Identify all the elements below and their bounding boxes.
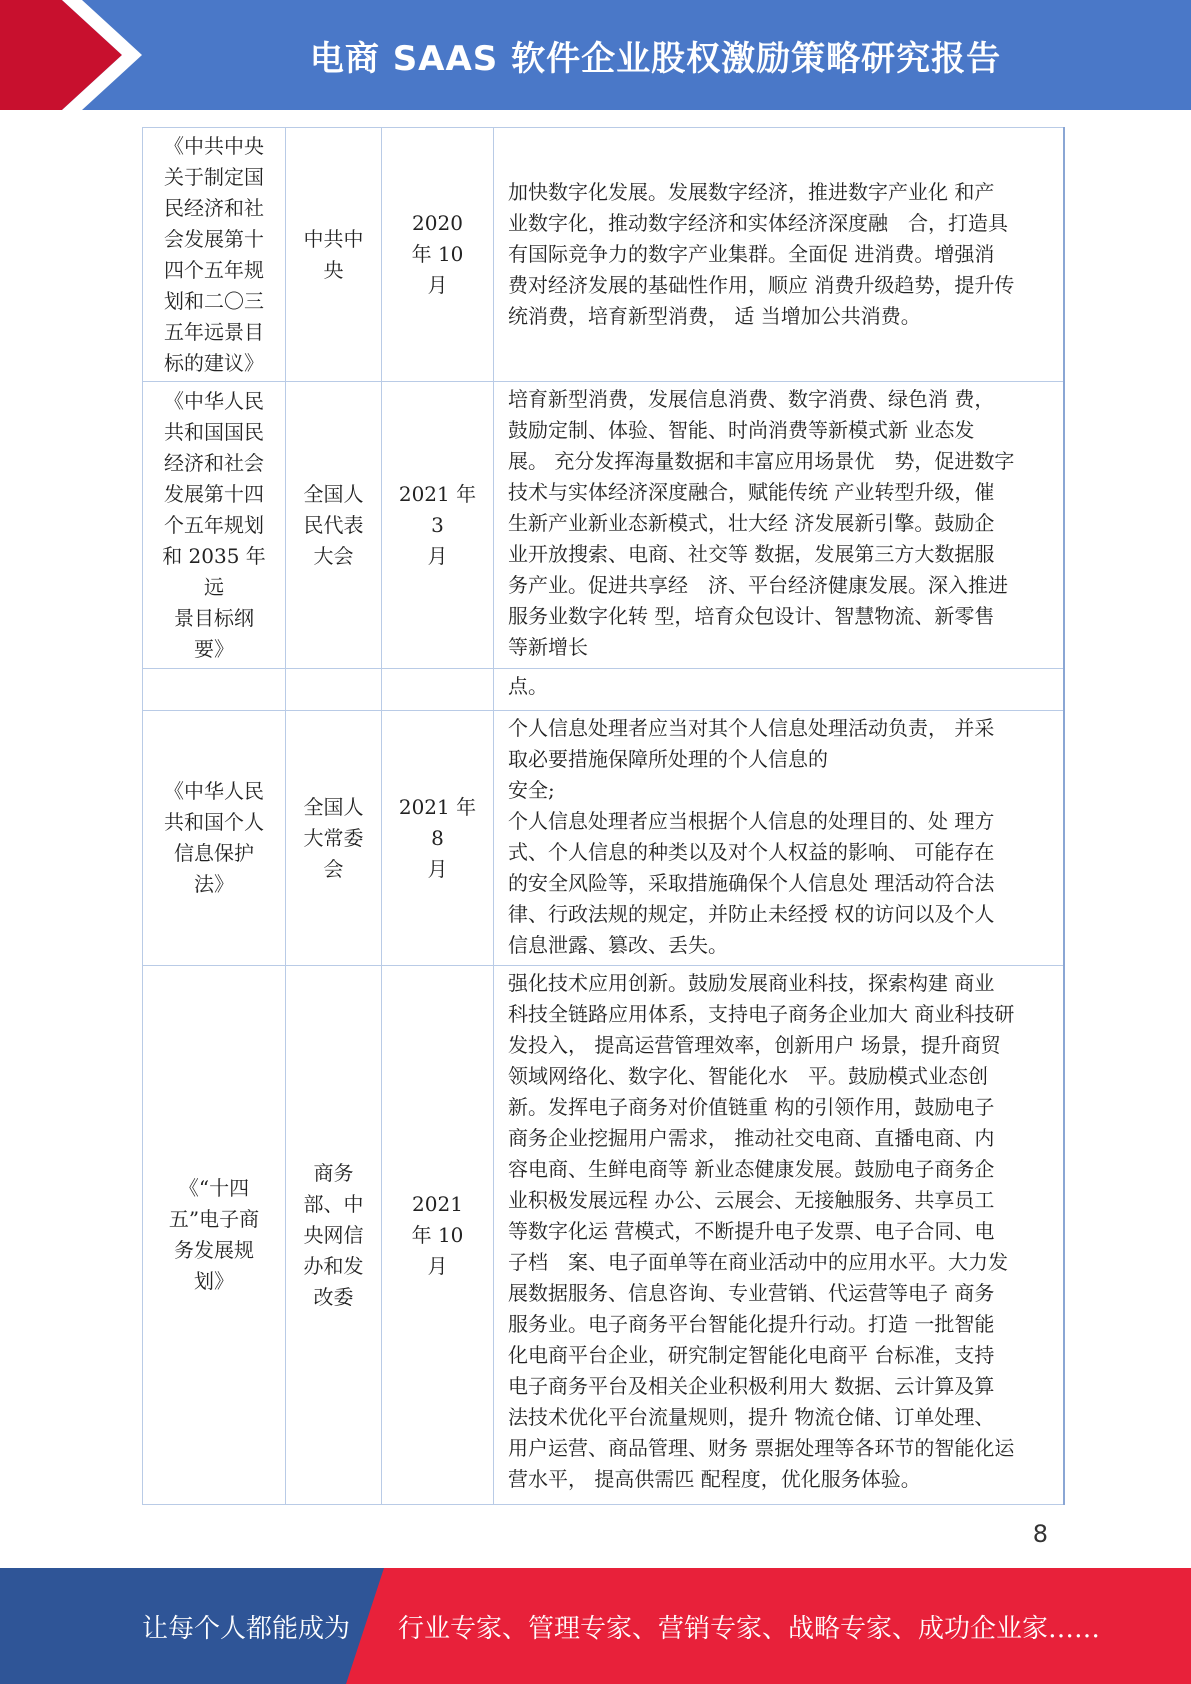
cell-text-line: 商务 xyxy=(313,1160,354,1185)
cell-text-line: 等数字化运 营模式，不断提升电子发票、电子合同、电 xyxy=(508,1219,995,1243)
table-row xyxy=(143,669,1064,711)
cell-text-line: 划》 xyxy=(194,1269,234,1293)
cell-text-line: 用户运营、商品管理、财务 票据处理等各环节的智能化运 xyxy=(508,1436,1015,1460)
cell-text-line: 2021 年 8 xyxy=(398,794,477,850)
cell-text-line: 发展第十四 xyxy=(164,481,264,506)
cell-text-line: 有国际竞争力的数字产业集群。全面促 进消费。增强消 xyxy=(508,242,995,266)
table-row xyxy=(143,382,1064,669)
content-cell xyxy=(494,128,1064,382)
cell-text-line: 强化技术应用创新。鼓励发展商业科技，探索构建 商业 xyxy=(508,971,995,995)
issuer-cell xyxy=(286,128,382,382)
cell-text-line: 央网信 xyxy=(303,1222,364,1247)
cell-text-line: 会 xyxy=(323,856,344,881)
content-cell xyxy=(494,966,1064,1505)
document-name-cell xyxy=(143,382,286,669)
cell-text-line: 鼓励定制、体验、智能、时尚消费等新模式新 业态发 xyxy=(508,418,975,442)
cell-text-line: 领域网络化、数字化、智能化水 平。鼓励模式业态创 xyxy=(508,1064,988,1088)
cell-text-line: 法》 xyxy=(194,872,234,896)
issuer-cell xyxy=(286,966,382,1505)
cell-text-line: 要》 xyxy=(194,636,234,661)
footer-banner xyxy=(0,1568,1191,1684)
cell-text-line: 月 xyxy=(427,1253,448,1278)
cell-text-line: 业开放搜索、电商、社交等 数据，发展第三方大数据服 xyxy=(508,542,995,566)
cell-text-line: 年 10 xyxy=(411,242,464,266)
cell-text-line: 2021 xyxy=(412,1191,463,1216)
cell-text-line: 展。 充分发挥海量数据和丰富应用场景优 势，促进数字 xyxy=(508,449,1015,473)
cell-text-line: 和 2035 年远 xyxy=(162,543,266,599)
cell-text-line: 标的建议》 xyxy=(164,350,264,375)
cell-text-line: 会发展第十 xyxy=(164,226,264,251)
cell-text-line: 《中共中央 xyxy=(164,133,264,158)
cell-text-line: 2020 xyxy=(412,211,463,235)
cell-text-line: 加快数字化发展。发展数字经济，推进数字产业化 和产 xyxy=(508,180,995,204)
cell-text-line: 技术与实体经济深度融合，赋能传统 产业转型升级，催 xyxy=(508,480,995,504)
cell-text-line: 营水平， 提高供需匹 配程度，优化服务体验。 xyxy=(508,1467,921,1491)
issuer-cell xyxy=(286,711,382,966)
cell-text-line: 等新增长 xyxy=(508,635,588,659)
date-cell xyxy=(382,966,494,1505)
date-cell xyxy=(382,128,494,382)
cell-text-line: 信息泄露、篡改、丢失。 xyxy=(508,933,728,957)
document-name-cell xyxy=(143,711,286,966)
cell-text-line: 服务业数字化转 型，培育众包设计、智慧物流、新零售 xyxy=(508,604,995,628)
cell-text-line: 的安全风险等，采取措施确保个人信息处 理活动符合法 xyxy=(508,871,995,895)
cell-text-line: 费对经济发展的基础性作用，顺应 消费升级趋势，提升传 xyxy=(508,273,1015,297)
cell-text-line: 点。 xyxy=(508,674,548,698)
header-bar xyxy=(0,0,1191,110)
cell-text-line: 安全; xyxy=(508,778,555,802)
cell-text-line: 取必要措施保障所处理的个人信息的 xyxy=(508,747,828,771)
cell-text-line: 务发展规 xyxy=(174,1238,254,1262)
cell-text-line: 信息保护 xyxy=(174,841,254,865)
content-cell xyxy=(494,382,1064,669)
page-number: 8 xyxy=(1032,1520,1048,1548)
cell-text-line: 法技术优化平台流量规则，提升 物流仓储、订单处理、 xyxy=(508,1405,995,1429)
document-name-cell xyxy=(143,669,286,711)
cell-text-line: 四个五年规 xyxy=(164,257,264,282)
cell-text-line: 展数据服务、信息咨询、专业营销、代运营等电子 商务 xyxy=(508,1281,995,1305)
content-cell xyxy=(494,669,1064,711)
report-title: 电商 SAAS 软件企业股权激励策略研究报告 xyxy=(309,38,1002,79)
cell-text-line: 月 xyxy=(427,856,448,881)
cell-text-line: 业数字化，推动数字经济和实体经济深度融 合，打造具 xyxy=(508,211,1008,235)
cell-text-line: 业积极发展远程 办公、云展会、无接触服务、共享员工 xyxy=(508,1188,995,1212)
cell-text-line: 发投入， 提高运营管理效率，创新用户 场景，提升商贸 xyxy=(508,1033,1001,1057)
cell-text-line: 共和国国民 xyxy=(164,419,264,444)
cell-text-line: 大常委 xyxy=(303,825,364,850)
policy-table xyxy=(142,127,1065,1505)
cell-text-line: 生新产业新业态新模式，壮大经 济发展新引擎。鼓励企 xyxy=(508,511,995,535)
cell-text-line: 务产业。促进共享经 济、平台经济健康发展。深入推进 xyxy=(508,573,1008,597)
cell-text-line: 个人信息处理者应当对其个人信息处理活动负责， 并采 xyxy=(508,716,995,740)
cell-text-line: 式、个人信息的种类以及对个人权益的影响、 可能存在 xyxy=(508,840,995,864)
header-chevron-decoration xyxy=(0,0,150,110)
cell-text-line: 五”电子商 xyxy=(168,1207,260,1231)
cell-text-line: 办和发 xyxy=(303,1253,364,1278)
cell-text-line: 培育新型消费，发展信息消费、数字消费、绿色消 费， xyxy=(508,387,995,411)
cell-text-line: 个五年规划 xyxy=(164,512,264,537)
footer-slogan-left: 让每个人都能成为 xyxy=(142,1613,351,1644)
cell-text-line: 关于制定国 xyxy=(164,164,264,189)
cell-text-line: 全国人 xyxy=(303,481,364,506)
footer-slogan-right: 行业专家、管理专家、营销专家、战略专家、成功企业家…… xyxy=(398,1613,1101,1644)
cell-text-line: 经济和社会 xyxy=(164,450,264,475)
cell-text-line: 电子商务平台及相关企业积极利用大 数据、云计算及算 xyxy=(508,1374,995,1398)
cell-text-line: 共和国个人 xyxy=(164,810,264,834)
cell-text-line: 年 10 xyxy=(411,1222,464,1247)
cell-text-line: 中共中 xyxy=(303,226,364,251)
cell-text-line: 律、行政法规的规定，并防止未经授 权的访问以及个人 xyxy=(508,902,995,926)
cell-text-line: 容电商、生鲜电商等 新业态健康发展。鼓励电子商务企 xyxy=(508,1157,995,1181)
cell-text-line: 大会 xyxy=(313,543,354,568)
cell-text-line: 部、中 xyxy=(303,1191,364,1216)
cell-text-line: 民经济和社 xyxy=(164,195,264,220)
document-name-cell xyxy=(143,128,286,382)
cell-text-line: 商务企业挖掘用户需求， 推动社交电商、直播电商、内 xyxy=(508,1126,995,1150)
cell-text-line: 化电商平台企业，研究制定智能化电商平 台标准，支持 xyxy=(508,1343,995,1367)
cell-text-line: 《中华人民 xyxy=(164,779,264,803)
cell-text-line: 全国人 xyxy=(303,794,364,819)
cell-text-line: 改委 xyxy=(313,1284,354,1309)
cell-text-line: 月 xyxy=(427,273,448,297)
cell-text-line: 统消费，培育新型消费， 适 当增加公共消费。 xyxy=(508,304,921,328)
cell-text-line: 景目标纲 xyxy=(174,605,254,630)
cell-text-line: 子档 案、电子面单等在商业活动中的应用水平。大力发 xyxy=(508,1250,1008,1274)
table-row xyxy=(143,128,1064,382)
cell-text-line: 新。发挥电子商务对价值链重 构的引领作用，鼓励电子 xyxy=(508,1095,995,1119)
cell-text-line: 民代表 xyxy=(303,512,364,537)
cell-text-line: 划和二〇三 xyxy=(164,288,264,313)
table-row xyxy=(143,711,1064,966)
content-cell xyxy=(494,711,1064,966)
cell-text-line: 五年远景目 xyxy=(164,319,264,344)
cell-text-line: 2021 年 3 xyxy=(398,481,477,537)
cell-text-line: 个人信息处理者应当根据个人信息的处理目的、处 理方 xyxy=(508,809,995,833)
issuer-cell xyxy=(286,669,382,711)
cell-text-line: 《“十四 xyxy=(178,1176,250,1200)
document-name-cell xyxy=(143,966,286,1505)
issuer-cell xyxy=(286,382,382,669)
date-cell xyxy=(382,711,494,966)
cell-text-line: 科技全链路应用体系，支持电子商务企业加大 商业科技研 xyxy=(508,1002,1015,1026)
table-row xyxy=(143,966,1064,1505)
date-cell xyxy=(382,382,494,669)
cell-text-line: 《中华人民 xyxy=(164,388,264,413)
cell-text-line: 服务业。电子商务平台智能化提升行动。打造 一批智能 xyxy=(508,1312,995,1336)
cell-text-line: 央 xyxy=(323,257,344,282)
cell-text-line: 月 xyxy=(427,543,448,568)
date-cell xyxy=(382,669,494,711)
